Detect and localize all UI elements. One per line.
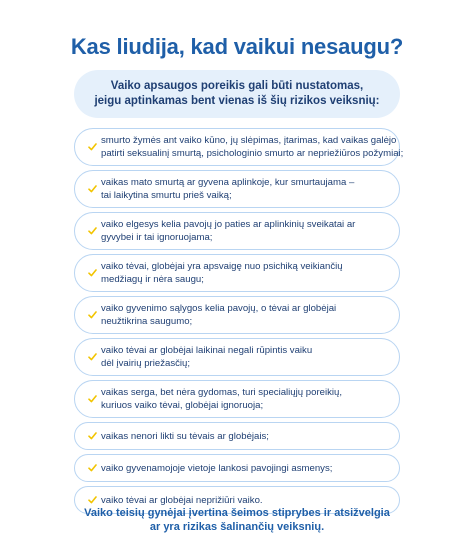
risk-factor-item [74,296,400,334]
risk-factor-text: vaiko tėvai ar globėjai neprižiūri vaiko. [101,494,263,506]
risk-factor-item [74,380,400,418]
intro-line-1: Vaiko apsaugos poreikis gali būti nustatomas, [110,80,364,92]
risk-factor-text: vaiko gyvenimo sąlygos kelia pavojų, o tėvai ar globėjai [101,303,337,314]
checkmark-icon [87,432,97,440]
intro-box [74,70,400,118]
risk-factor-item [74,254,400,292]
risk-factor-text: vaiko gyvenamojoje vietoje lankosi pavojingi asmenys; [101,462,333,474]
risk-factor-text: neužtikrina saugumo; [101,316,193,327]
checkmark-icon [87,269,97,277]
intro-line-2: jeigu aptinkamas bent vienas iš šių rizikos veiksnių: [94,95,380,107]
risk-factor-item [74,422,400,450]
page-title: Kas liudija, kad vaikui nesaugu? [70,34,404,59]
risk-factor-item [74,338,400,376]
checkmark-icon [87,496,97,504]
footer-line-2: ar yra rizikas šalinančių veiksnių. [149,521,325,533]
checkmark-icon [87,227,97,235]
risk-factor-text: dėl įvairių priežasčių; [101,358,191,369]
risk-factor-text: gyvybei ir tai ignoruojama; [101,232,213,243]
risk-factor-text: kuriuos vaiko tėvai, globėjai ignoruoja; [101,400,264,411]
risk-factor-text: vaikas mato smurtą ar gyvena aplinkoje, kur smurtaujama – [101,177,355,188]
risk-factor-item [74,212,400,250]
risk-factor-text: vaiko tėvai ar globėjai laikinai negali rūpintis vaiku [101,345,313,356]
checkmark-icon [87,353,97,361]
footer-note [0,506,474,534]
risk-factor-text: medžiagų ir nėra saugu; [101,274,204,285]
risk-factor-text: vaiko tėvai, globėjai yra apsvaigę nuo psichiką veikiančių [101,261,343,272]
checkmark-icon [87,185,97,193]
checkmark-icon [87,143,97,151]
risk-factor-item [74,454,400,482]
risk-factor-text: patirti seksualinį smurtą, psichologinio smurto ar nepriežiūros požymiai; [101,148,404,159]
checkmark-icon [87,311,97,319]
risk-factor-text: smurto žymės ant vaiko kūno, jų slėpimas, įtarimas, kad vaikas galėjo [101,135,397,146]
checkmark-icon [87,464,97,472]
checkmark-icon [87,395,97,403]
risk-factor-text: tai laikytina smurtu prieš vaiką; [101,190,232,201]
risk-factor-text: vaikas serga, bet nėra gydomas, turi specialiųjų poreikių, [101,387,343,398]
risk-factor-item [74,170,400,208]
footer-line-1: Vaiko teisių gynėjai įvertina šeimos stiprybes ir atsižvelgia [84,507,390,519]
risk-factor-item [74,128,404,166]
risk-factor-text: vaiko elgesys kelia pavojų jo paties ar aplinkinių sveikatai ar [101,219,356,230]
risk-factor-text: vaikas nenori likti su tėvais ar globėjais; [101,430,269,442]
